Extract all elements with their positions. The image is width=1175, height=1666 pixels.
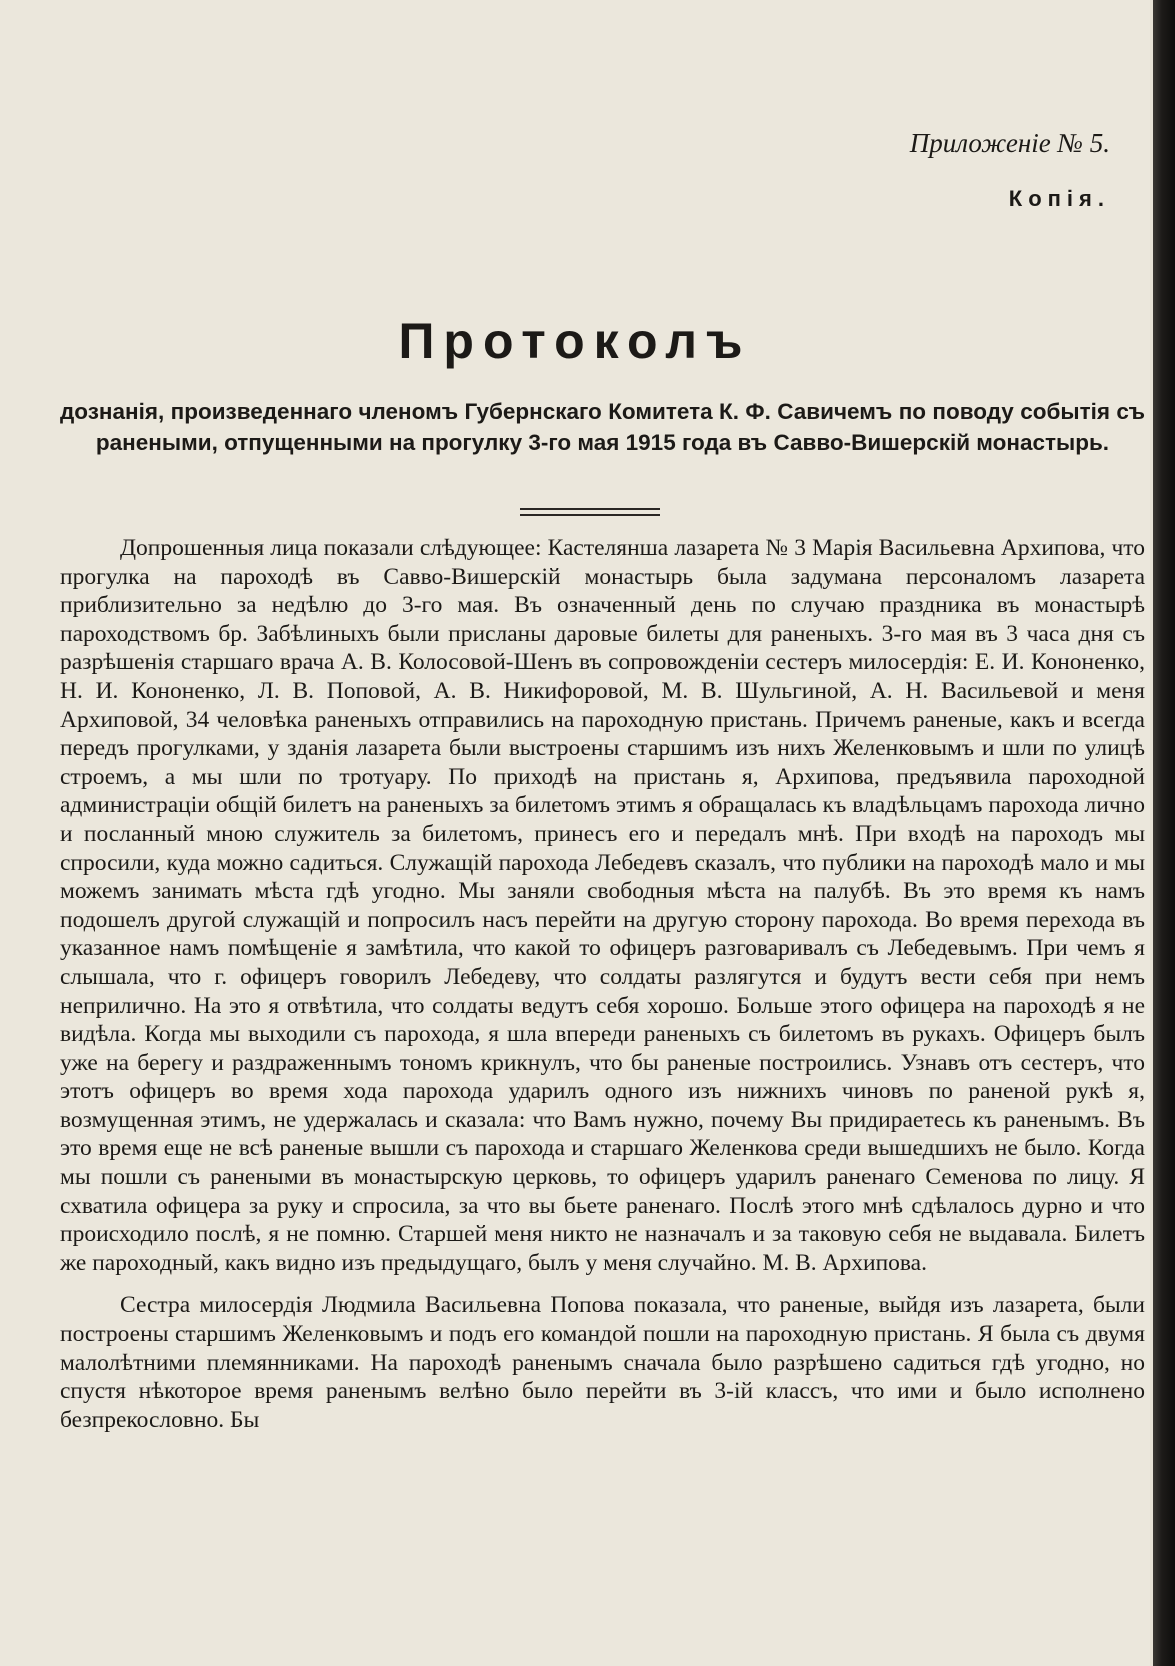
body-paragraph: Допрошенныя лица показали слѣдующее: Кастелянша лазарета № 3 Марія Васильевна Архипова, что прогулка на пароходѣ въ Савво-Вишерскій монастырь была задумана персоналомъ лазарета приблизительно за недѣлю до 3-го мая. Въ означенный день по случаю праздника въ монастырѣ пароходствомъ бр. Забѣлиныхъ были присланы даровые билеты для раненыхъ. 3-го мая въ 3 часа дня съ разрѣшенія старшаго врача А. В. Колосовой-Шенъ въ сопровожденіи сестеръ милосердія: Е. И. Кононенко, Н. И. Кононенко, Л. В. Поповой, А. В. Никифоровой, М. В. Шульгиной, А. Н. Васильевой и меня Архиповой, 34 человѣка раненыхъ отправились на пароходную пристань. Причемъ раненые, какъ и всегда передъ прогулками, у зданія лазарета были выстроены старшимъ изъ нихъ Желенковымъ и шли по улицѣ строемъ, а мы шли по тротуару. По приходѣ на пристань я, Архипова, предъявила пароходной администраціи общій билетъ на раненыхъ за билетомъ этимъ я обращалась къ владѣльцамъ парохода лично и посланный мною служитель за билетомъ, принесъ его и передалъ мнѣ. При входѣ на пароходъ мы спросили, куда можно садиться. Служащій парохода Лебедевъ сказалъ, что публики на пароходѣ мало и мы можемъ занимать мѣста гдѣ угодно. Мы заняли свободныя мѣста на палубѣ. Въ это время къ намъ подошелъ другой служащій и попросилъ насъ перейти на другую сторону парохода. Во время перехода въ указанное намъ помѣщеніе я замѣтила, что какой то офицеръ разговаривалъ съ Лебедевымъ. При чемъ я слышала, что г. офицеръ говорилъ Лебедеву, что солдаты разлягутся и будутъ вести себя при немъ неприлично. На это я отвѣтила, что солдаты ведутъ себя хорошо. Больше этого офицера на пароходѣ я не видѣла. Когда мы выходили съ парохода, я шла впереди раненыхъ съ билетомъ въ рукахъ. Офицеръ былъ уже на берегу и раздраженнымъ тономъ крикнулъ, что бы раненые построились. Узнавъ отъ сестеръ, что этотъ офицеръ во время хода парохода ударилъ одного изъ нижнихъ чиновъ по раненой рукѣ я, возмущенная этимъ, не удержалась и сказала: что Вамъ нужно, почему Вы придираетесь къ раненымъ. Въ это время еще не всѣ раненые вышли съ парохода и старшаго Желенкова среди вышедшихъ не было. Когда мы пошли съ ранеными въ монастырскую церковь, то офицеръ ударилъ раненаго Семенова по лицу. Я схватила офицера за руку и спросила, за что вы бьете раненаго. Послѣ этого мнѣ сдѣлалось дурно и что происходило послѣ, я не помню. Старшей меня никто не назначалъ и за таковую себя не выдавала. Билетъ же пароходный, какъ видно изъ предыдущаго, былъ у меня случайно. М. В. Архипова. [60, 535, 1145, 1276]
document-subtitle: дознанія, произведеннаго членомъ Губернскаго Комитета К. Ф. Савичемъ по поводу событія съ ранеными, отпущенными на прогулку 3-го мая 1915 года въ Савво-Вишерскій монастырь. [60, 399, 1145, 455]
body-paragraph: Сестра милосердія Людмила Васильевна Попова показала, что раненые, выйдя изъ лазарета, были построены старшимъ Желенковымъ и подъ его командой пошли на пароходную пристань. Я была съ двумя малолѣтними племянниками. На пароходѣ раненымъ сначала было разрѣшено садиться гдѣ угодно, но спустя нѣкоторое время раненымъ велѣно было перейти въ 3-ій классъ, что ими и было исполнено безпрекословно. Бы [60, 1292, 1145, 1433]
binding-edge [1153, 0, 1175, 1666]
title-rule-bottom [520, 514, 660, 516]
appendix-label: Приложенiе № 5. [909, 128, 1110, 158]
document-title: Протоколъ [398, 313, 752, 369]
title-rule-top [520, 508, 660, 510]
document-body [60, 534, 1145, 1434]
copy-label: Копія. [1008, 186, 1110, 211]
